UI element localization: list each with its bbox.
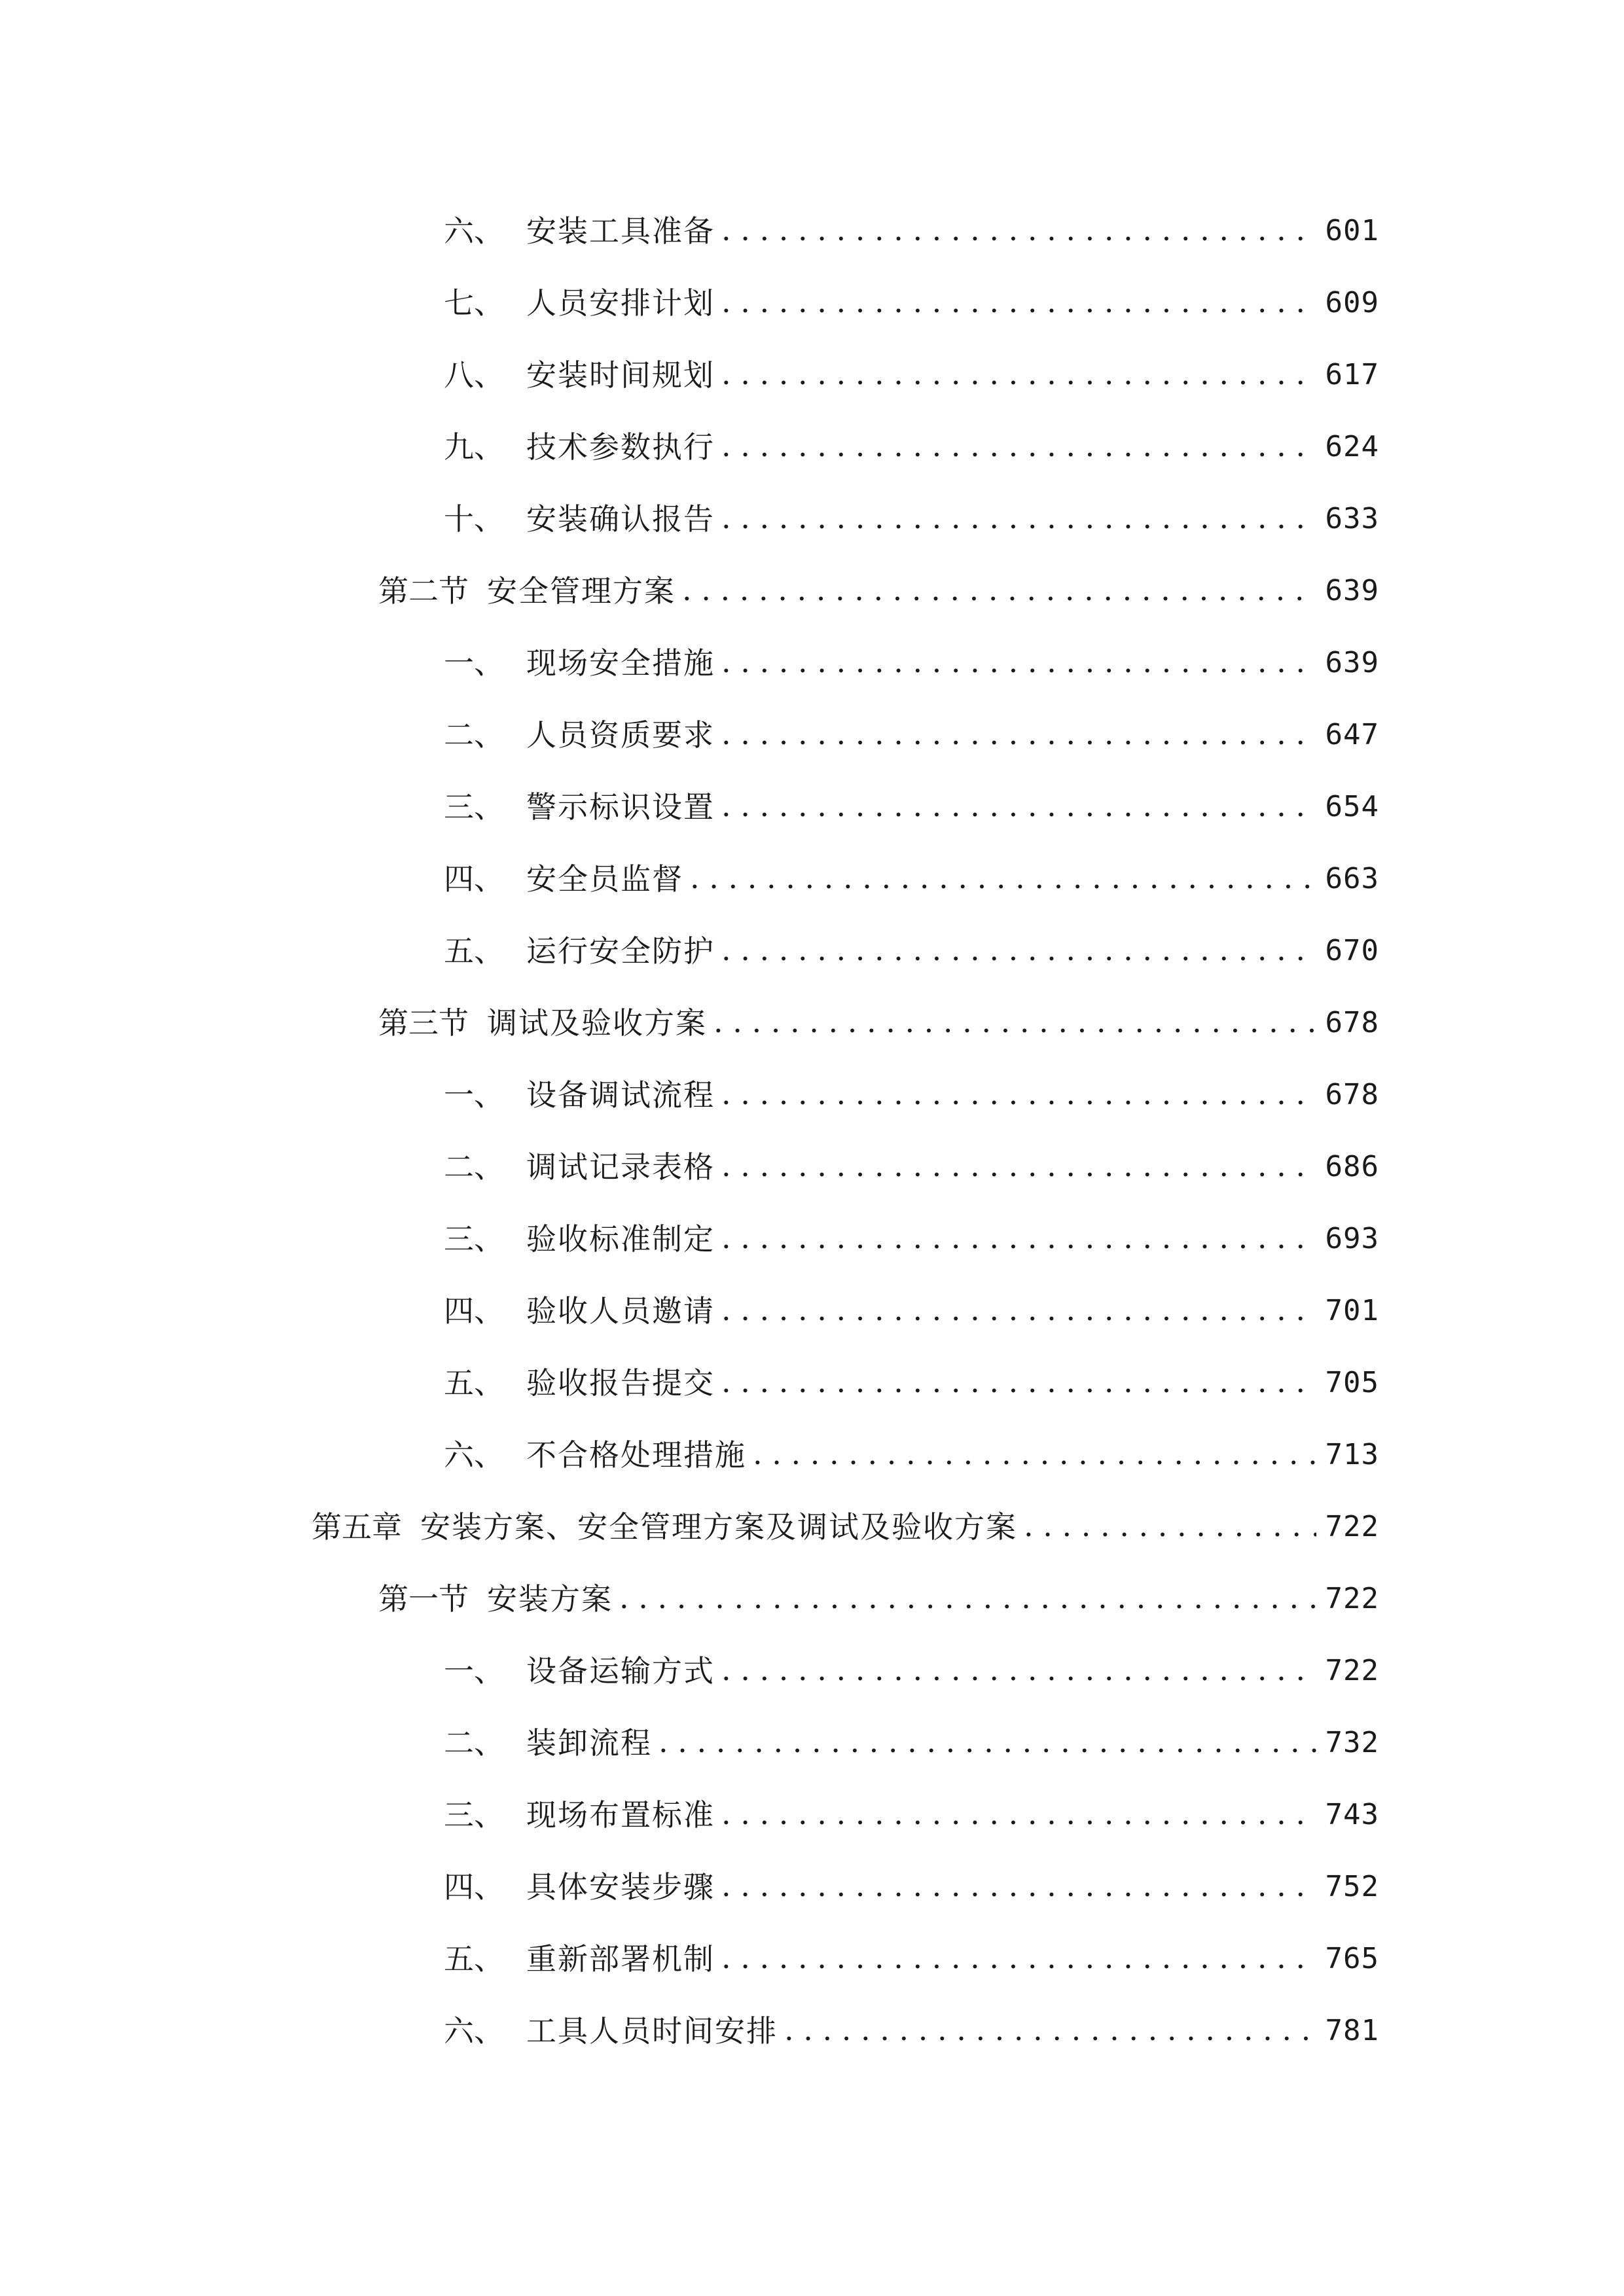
- toc-entry[interactable]: [444, 915, 1379, 987]
- toc-entry[interactable]: [444, 843, 1379, 915]
- toc-entry-page: 633: [1325, 502, 1379, 535]
- toc-entry-page: 678: [1325, 1078, 1379, 1111]
- toc-dot-leader: [721, 1368, 1316, 1398]
- toc-entry-page: 624: [1325, 430, 1379, 463]
- toc-entry-number: 二、: [444, 1149, 504, 1185]
- toc-dot-leader: [721, 360, 1316, 390]
- toc-entry-page: 722: [1325, 1582, 1379, 1615]
- toc-entry-number: 二、: [444, 1725, 504, 1761]
- toc-dot-leader: [784, 2016, 1316, 2046]
- toc-entry-number: 五、: [444, 933, 504, 969]
- toc-entry-title: 工具人员时间安排: [526, 2013, 778, 2049]
- toc-dot-leader: [721, 216, 1316, 246]
- toc-entry[interactable]: [444, 699, 1379, 771]
- toc-entry-title: 现场安全措施: [526, 645, 715, 681]
- toc-entry-page: 732: [1325, 1726, 1379, 1759]
- toc-dot-leader: [721, 1152, 1316, 1182]
- toc-entry-number: 三、: [444, 789, 504, 825]
- toc-entry-page: 647: [1325, 718, 1379, 751]
- toc-entry-number: 六、: [444, 1437, 504, 1473]
- toc-entry-number: 一、: [444, 1077, 504, 1113]
- toc-entry[interactable]: [444, 1851, 1379, 1923]
- toc-entry-title: 调试及验收方案: [487, 1005, 707, 1041]
- toc-entry-title: 设备调试流程: [526, 1077, 715, 1113]
- toc-entry-page: 654: [1325, 790, 1379, 823]
- toc-entry-number: 第三节: [378, 1005, 469, 1041]
- toc-dot-leader: [721, 1080, 1316, 1110]
- toc-entry[interactable]: [444, 411, 1379, 483]
- toc-chapter-entry[interactable]: [312, 1491, 1379, 1563]
- toc-entry-title: 人员安排计划: [526, 285, 715, 321]
- toc-dot-leader: [690, 864, 1316, 894]
- toc-dot-leader: [721, 792, 1316, 822]
- toc-dot-leader: [1024, 1512, 1316, 1542]
- toc-entry-page: 639: [1325, 646, 1379, 679]
- toc-entry[interactable]: [444, 195, 1379, 267]
- toc-entry-page: 678: [1325, 1006, 1379, 1039]
- toc-entry-title: 安装方案: [487, 1581, 613, 1617]
- toc-entry-number: 一、: [444, 645, 504, 681]
- toc-entry-number: 七、: [444, 285, 504, 321]
- toc-entry-page: 781: [1325, 2014, 1379, 2047]
- toc-entry-title: 不合格处理措施: [526, 1437, 746, 1473]
- toc-dot-leader: [682, 576, 1316, 606]
- toc-section-entry[interactable]: [378, 987, 1379, 1059]
- toc-entry-page: 705: [1325, 1366, 1379, 1399]
- toc-entry-number: 四、: [444, 1869, 504, 1905]
- toc-entry[interactable]: [444, 1275, 1379, 1347]
- toc-entry[interactable]: [444, 1995, 1379, 2067]
- toc-entry-page: 601: [1325, 214, 1379, 247]
- toc-entry-number: 四、: [444, 1293, 504, 1329]
- toc-entry[interactable]: [444, 1635, 1379, 1707]
- toc-dot-leader: [721, 504, 1316, 534]
- toc-entry-number: 五、: [444, 1365, 504, 1401]
- toc-dot-leader: [721, 288, 1316, 318]
- toc-entry[interactable]: [444, 771, 1379, 843]
- toc-entry[interactable]: [444, 1419, 1379, 1491]
- toc-entry-number: 第一节: [378, 1581, 469, 1617]
- toc-entry-title: 设备运输方式: [526, 1653, 715, 1689]
- toc-entry-page: 765: [1325, 1942, 1379, 1975]
- toc-dot-leader: [721, 720, 1316, 750]
- toc-dot-leader: [713, 1008, 1316, 1038]
- toc-dot-leader: [721, 432, 1316, 462]
- toc-section-entry[interactable]: [378, 1563, 1379, 1635]
- toc-dot-leader: [721, 1224, 1316, 1254]
- toc-entry[interactable]: [444, 1707, 1379, 1779]
- toc-entry-page: 722: [1325, 1510, 1379, 1543]
- toc-entry-number: 一、: [444, 1653, 504, 1689]
- toc-entry[interactable]: [444, 339, 1379, 411]
- toc-entry-title: 验收人员邀请: [526, 1293, 715, 1329]
- toc-entry-title: 重新部署机制: [526, 1941, 715, 1977]
- toc-entry-title: 验收标准制定: [526, 1221, 715, 1257]
- toc-entry-title: 安全员监督: [526, 861, 683, 897]
- toc-entry-page: 752: [1325, 1870, 1379, 1903]
- toc-entry-title: 安装时间规划: [526, 357, 715, 393]
- toc-dot-leader: [721, 1296, 1316, 1326]
- toc-entry-page: 670: [1325, 934, 1379, 967]
- toc-entry-number: 六、: [444, 213, 504, 249]
- toc-entry-page: 639: [1325, 574, 1379, 607]
- toc-entry-page: 701: [1325, 1294, 1379, 1327]
- toc-entry-number: 九、: [444, 429, 504, 465]
- toc-entry-title: 安装确认报告: [526, 501, 715, 537]
- toc-entry-title: 具体安装步骤: [526, 1869, 715, 1905]
- toc-entry[interactable]: [444, 1779, 1379, 1851]
- toc-dot-leader: [721, 1800, 1316, 1830]
- toc-entry-number: 二、: [444, 717, 504, 753]
- toc-dot-leader: [721, 648, 1316, 678]
- toc-dot-leader: [619, 1584, 1316, 1614]
- toc-entry-number: 第二节: [378, 573, 469, 609]
- toc-entry-number: 八、: [444, 357, 504, 393]
- toc-dot-leader: [721, 1872, 1316, 1902]
- toc-entry-page: 722: [1325, 1654, 1379, 1687]
- toc-entry[interactable]: [444, 483, 1379, 555]
- toc-dot-leader: [659, 1728, 1316, 1758]
- toc-entry-page: 686: [1325, 1150, 1379, 1183]
- toc-entry-number: 四、: [444, 861, 504, 897]
- toc-entry-title: 调试记录表格: [526, 1149, 715, 1185]
- toc-dot-leader: [721, 1656, 1316, 1686]
- toc-dot-leader: [753, 1440, 1316, 1470]
- toc-entry[interactable]: [444, 1923, 1379, 1995]
- toc-entry-number: 六、: [444, 2013, 504, 2049]
- toc-entry-title: 技术参数执行: [526, 429, 715, 465]
- toc-entry-title: 安装工具准备: [526, 213, 715, 249]
- toc-entry-title: 人员资质要求: [526, 717, 715, 753]
- toc-entry-title: 验收报告提交: [526, 1365, 715, 1401]
- toc-entry-page: 663: [1325, 862, 1379, 895]
- toc-entry-number: 三、: [444, 1797, 504, 1833]
- toc-entry-page: 713: [1325, 1438, 1379, 1471]
- toc-entry-page: 693: [1325, 1222, 1379, 1255]
- toc-entry-number: 五、: [444, 1941, 504, 1977]
- toc-entry-number: 十、: [444, 501, 504, 537]
- toc-entry-title: 运行安全防护: [526, 933, 715, 969]
- toc-entry-title: 装卸流程: [526, 1725, 652, 1761]
- toc-entry[interactable]: [444, 1131, 1379, 1203]
- toc-entry-page: 617: [1325, 358, 1379, 391]
- toc-entry-title: 安全管理方案: [487, 573, 676, 609]
- toc-entry[interactable]: [444, 1059, 1379, 1131]
- toc-entry[interactable]: [444, 1203, 1379, 1275]
- toc-entry[interactable]: [444, 627, 1379, 699]
- toc-entry-number: 第五章: [312, 1509, 402, 1545]
- toc-dot-leader: [721, 1944, 1316, 1974]
- toc-entry[interactable]: [444, 1347, 1379, 1419]
- toc-entry-title: 现场布置标准: [526, 1797, 715, 1833]
- toc-dot-leader: [721, 936, 1316, 966]
- toc-entry-page: 609: [1325, 286, 1379, 319]
- toc-entry[interactable]: [444, 267, 1379, 339]
- toc-entry-page: 743: [1325, 1798, 1379, 1831]
- toc-entry-number: 三、: [444, 1221, 504, 1257]
- toc-section-entry[interactable]: [378, 555, 1379, 627]
- toc-entry-title: 安装方案、安全管理方案及调试及验收方案: [420, 1509, 1017, 1545]
- toc-entry-title: 警示标识设置: [526, 789, 715, 825]
